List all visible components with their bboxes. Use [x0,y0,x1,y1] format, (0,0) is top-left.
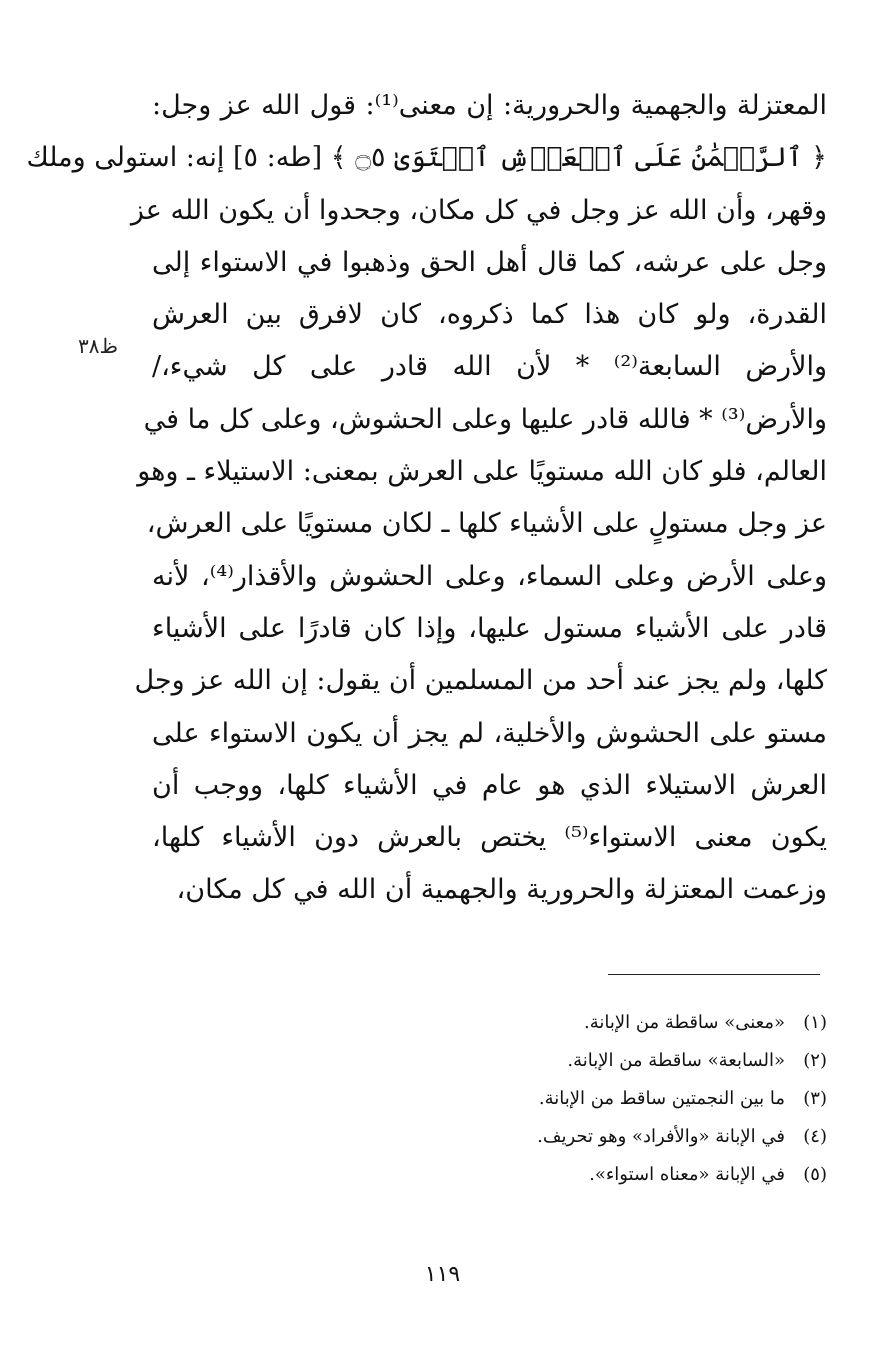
footnote-item [300,1042,827,1080]
footnote-text: ما بين النجمتين ساقط من الإبانة. [538,1088,785,1109]
text-line: كلها، ولم يجز عند أحد من المسلمين أن يقول: إن الله عز وجل [134,665,827,697]
text-line: وقهر، وأن الله عز وجل في كل مكان، وجحدوا أن يكون الله عز [130,194,827,226]
footnote-number: (٢) [803,1050,827,1071]
text-line: عز وجل مستولٍ على الأشياء كلها ـ لكان مستويًا على العرش، [146,508,827,540]
footnote-item [300,1004,827,1042]
footnote-item [300,1080,827,1118]
footnote-text: في الإبانة «معناه استواء». [589,1164,785,1185]
text-line: القدرة، ولو كان هذا كما ذكروه، كان لافرق بين العرش [152,299,827,331]
page-number: ١١٩ [424,1262,461,1287]
footnote-number: (١) [803,1012,827,1033]
text-line: وزعمت المعتزلة والحرورية والجهمية أن الله في كل مكان، [176,874,827,906]
text-line: والأرض السابعة⁽²⁾ * لأن الله قادر على كل شيء،/ [152,351,828,383]
text-line: وجل على عرشه، كما قال أهل الحق وذهبوا في الاستواء إلى [152,246,827,278]
text-line: العالم، فلو كان الله مستويًا على العرش بمعنى: الاستيلاء ـ وهو [137,456,827,488]
footnote-text: في الإبانة «والأفراد» وهو تحريف. [537,1126,785,1147]
text-line: المعتزلة والجهمية والحرورية: إن معنى⁽¹⁾: قول الله عز وجل: [152,90,827,121]
text-line: والأرض⁽³⁾ * فالله قادر عليها وعلى الحشوش، وعلى كل ما في [143,403,827,435]
manuscript-folio-marker: ظ٣٨ [78,334,118,358]
footnote-number: (٥) [803,1164,827,1185]
footnote-text: «السابعة» ساقطة من الإبانة. [567,1050,785,1071]
text-line: مستو على الحشوش والأخلية، لم يجز أن يكون الاستواء على [152,717,827,749]
footnote-item [300,1156,827,1194]
footnote-text: «معنى» ساقطة من الإبانة. [583,1012,785,1033]
footnote-item [300,1118,827,1156]
text-line: ﴿ ٱلرَّحۡمَٰنُ عَلَى ٱلۡعَرۡشِ ٱسۡتَوَىٰ ۝٥ ﴾ [طه: ٥] إنه: استولى وملك [26,142,827,174]
footnote-number: (٣) [803,1088,827,1109]
footnote-separator [608,974,820,975]
text-line: وعلى الأرض وعلى السماء، وعلى الحشوش والأقذار⁽⁴⁾، لأنه [152,560,827,592]
text-line: العرش الاستيلاء الذي هو عام في الأشياء كلها، ووجب أن [152,769,827,801]
text-line: يكون معنى الاستواء⁽⁵⁾ يختص بالعرش دون الأشياء كلها، [152,822,827,854]
text-line: قادر على الأشياء مستول عليها، وإذا كان قادرًا على الأشياء [152,612,827,644]
footnotes-list [300,1004,827,1194]
footnote-number: (٤) [803,1126,827,1147]
